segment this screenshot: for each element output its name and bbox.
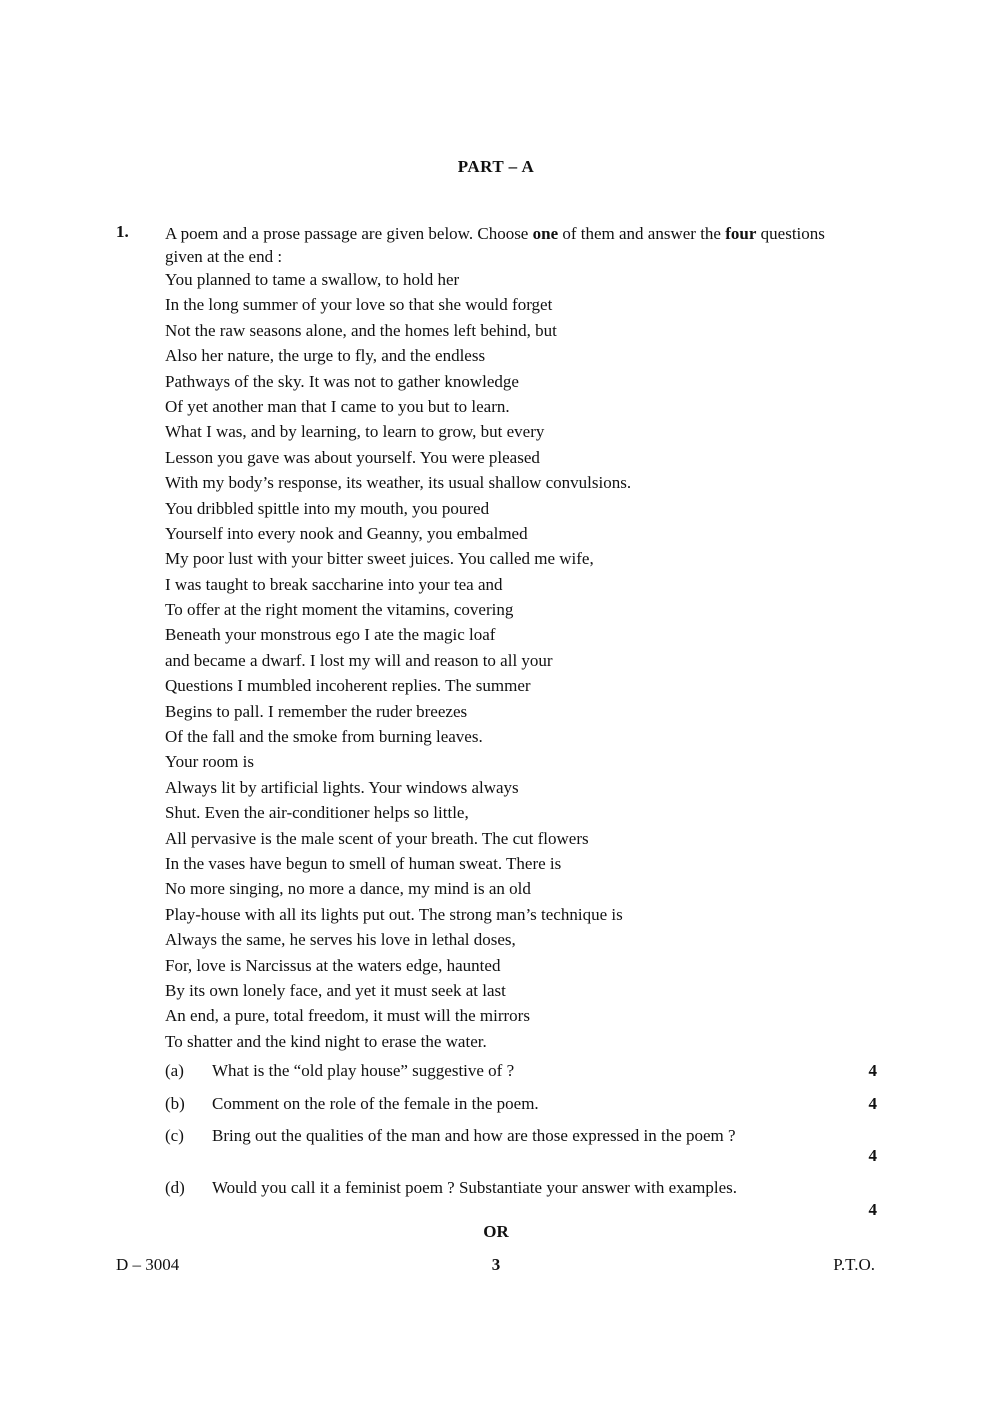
poem-line: Questions I mumbled incoherent replies. The summer	[165, 676, 531, 696]
poem-line: I was taught to break saccharine into your tea and	[165, 574, 503, 594]
sub-question-label: (a)	[165, 1061, 184, 1080]
poem-line: In the long summer of your love so that she would forget	[165, 295, 553, 315]
poem-line: Your room is	[165, 752, 254, 772]
sub-question-text: Comment on the role of the female in the poem.	[212, 1094, 539, 1113]
or-separator: OR	[483, 1222, 509, 1241]
poem-line: Yourself into every nook and Geanny, you embalmed	[165, 523, 528, 543]
sub-question-d	[165, 1177, 877, 1221]
poem-line: Not the raw seasons alone, and the homes left behind, but	[165, 320, 557, 340]
sub-question-marks: 4	[868, 1094, 877, 1113]
sub-question-a	[165, 1060, 877, 1082]
question-number: 1.	[116, 222, 129, 241]
poem-line: To offer at the right moment the vitamins, covering	[165, 600, 514, 620]
poem-line: Play-house with all its lights put out. The strong man’s technique is	[165, 904, 623, 924]
intro-bold-four: four	[725, 224, 757, 243]
poem-line: My poor lust with your bitter sweet juices. You called me wife,	[165, 549, 594, 569]
poem-line: Pathways of the sky. It was not to gather knowledge	[165, 371, 519, 391]
poem-line: Also her nature, the urge to fly, and the endless	[165, 346, 486, 366]
poem-line: By its own lonely face, and yet it must seek at last	[165, 980, 506, 1000]
intro-bold-one: one	[532, 224, 559, 243]
poem-line: For, love is Narcissus at the waters edge, haunted	[165, 955, 501, 975]
sub-question-b	[165, 1093, 877, 1115]
poem-line: No more singing, no more a dance, my mind is an old	[165, 879, 531, 899]
sub-question-c	[165, 1125, 877, 1169]
poem-line: Beneath your monstrous ego I ate the magic loaf	[165, 625, 496, 645]
sub-question-label: (c)	[165, 1126, 184, 1145]
poem-line: An end, a pure, total freedom, it must will the mirrors	[165, 1006, 530, 1026]
sub-question-label: (d)	[165, 1178, 185, 1197]
poem-line: Of the fall and the smoke from burning leaves.	[165, 727, 483, 747]
sub-question-marks: 4	[868, 1146, 877, 1165]
intro-text-2: of them and answer the	[558, 224, 726, 243]
poem-line: Shut. Even the air-conditioner helps so little,	[165, 803, 469, 823]
poem-line: You dribbled spittle into my mouth, you poured	[165, 498, 490, 518]
poem-line: You planned to tame a swallow, to hold her	[165, 270, 460, 289]
poem-line: To shatter and the kind night to erase the water.	[165, 1031, 487, 1051]
poem-line: With my body’s response, its weather, its usual shallow convulsions.	[165, 473, 632, 493]
poem-line: All pervasive is the male scent of your breath. The cut flowers	[165, 828, 589, 848]
sub-question-marks: 4	[868, 1200, 877, 1219]
poem-line: Always the same, he serves his love in lethal doses,	[165, 930, 516, 950]
sub-question-text: Would you call it a feminist poem ? Substantiate your answer with examples.	[212, 1178, 738, 1197]
poem-line: Always lit by artificial lights. Your windows always	[165, 777, 519, 797]
sub-question-label: (b)	[165, 1094, 185, 1113]
question-intro	[165, 222, 830, 268]
poem-line: and became a dwarf. I lost my will and reason to all your	[165, 650, 553, 670]
poem-line: Lesson you gave was about yourself. You were pleased	[165, 447, 540, 467]
part-title: PART – A	[457, 157, 535, 176]
intro-text-1: A poem and a prose passage are given below. Choose	[165, 224, 533, 243]
sub-question-text: Bring out the qualities of the man and how are those expressed in the poem ?	[212, 1126, 736, 1145]
poem	[165, 267, 865, 1054]
page-number: 3	[491, 1255, 501, 1274]
pto-label: P.T.O.	[833, 1255, 875, 1274]
intro-text-3: questions given at the end :	[165, 224, 825, 266]
poem-line: Begins to pall. I remember the ruder breezes	[165, 701, 468, 721]
poem-line: Of yet another man that I came to you but to learn.	[165, 396, 510, 416]
sub-question-marks: 4	[868, 1061, 877, 1080]
poem-line: In the vases have begun to smell of human sweat. There is	[165, 853, 562, 873]
paper-code: D – 3004	[116, 1255, 180, 1274]
sub-question-text: What is the “old play house” suggestive of ?	[212, 1061, 515, 1080]
poem-line: What I was, and by learning, to learn to grow, but every	[165, 422, 545, 442]
